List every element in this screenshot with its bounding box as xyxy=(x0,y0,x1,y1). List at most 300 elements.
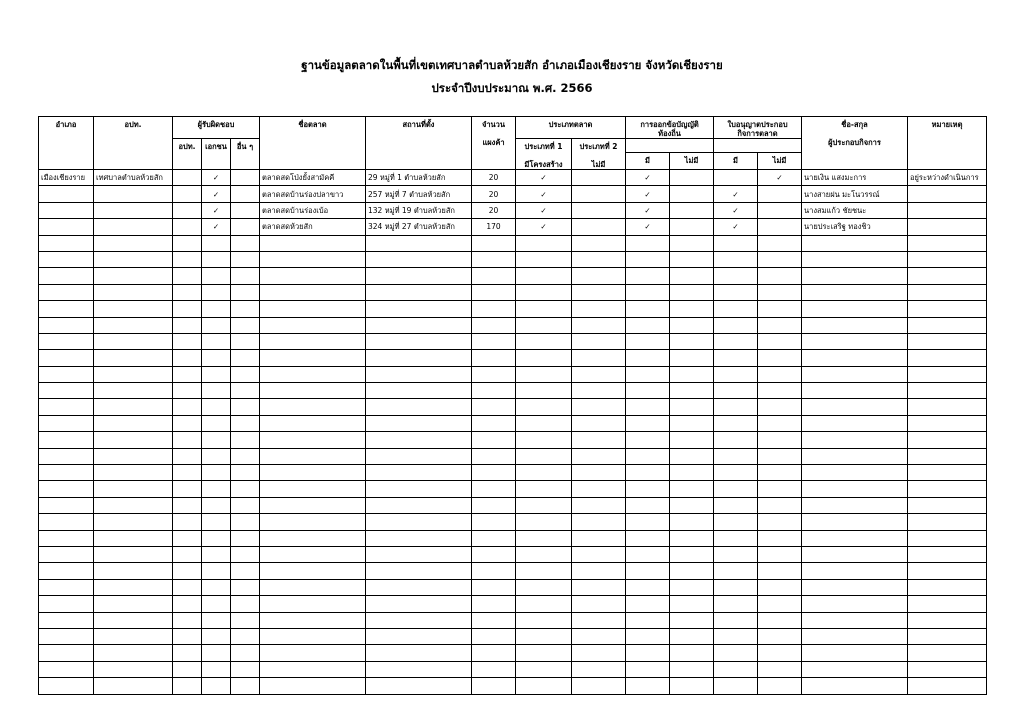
cell-resp-other xyxy=(231,628,260,644)
cell-opt xyxy=(94,383,173,399)
cell-amphoe xyxy=(39,219,94,235)
cell-type1 xyxy=(516,563,572,579)
cell-resp-private xyxy=(202,514,231,530)
cell-resp-private: ✓ xyxy=(202,170,231,186)
cell-license-no xyxy=(758,219,802,235)
cell-resp-opt xyxy=(173,284,202,300)
cell-license-no xyxy=(758,284,802,300)
cell-market-name xyxy=(260,317,366,333)
cell-operator xyxy=(802,366,908,382)
cell-bylaw-yes xyxy=(626,333,670,349)
cell-stalls xyxy=(472,284,516,300)
cell-market-name xyxy=(260,284,366,300)
cell-location xyxy=(366,678,472,694)
cell-location xyxy=(366,235,472,251)
cell-stalls xyxy=(472,481,516,497)
cell-resp-private xyxy=(202,628,231,644)
cell-license-yes xyxy=(714,432,758,448)
cell-type2 xyxy=(572,383,626,399)
cell-opt xyxy=(94,301,173,317)
cell-bylaw-no xyxy=(670,170,714,186)
cell-type1 xyxy=(516,579,572,595)
cell-bylaw-no xyxy=(670,186,714,202)
cell-resp-other xyxy=(231,170,260,186)
cell-license-yes xyxy=(714,317,758,333)
cell-opt xyxy=(94,202,173,218)
cell-location xyxy=(366,383,472,399)
cell-resp-private xyxy=(202,251,231,267)
cell-resp-other xyxy=(231,497,260,513)
cell-bylaw-yes xyxy=(626,268,670,284)
cell-license-yes xyxy=(714,514,758,530)
cell-resp-opt xyxy=(173,170,202,186)
cell-resp-private xyxy=(202,661,231,677)
cell-license-no xyxy=(758,579,802,595)
cell-market-name xyxy=(260,333,366,349)
empty-table-row xyxy=(39,612,987,628)
empty-table-row xyxy=(39,448,987,464)
cell-bylaw-yes: ✓ xyxy=(626,186,670,202)
cell-type1 xyxy=(516,661,572,677)
empty-table-row xyxy=(39,596,987,612)
cell-opt xyxy=(94,514,173,530)
empty-table-row xyxy=(39,530,987,546)
cell-operator xyxy=(802,317,908,333)
cell-location xyxy=(366,317,472,333)
cell-opt xyxy=(94,186,173,202)
cell-stalls xyxy=(472,415,516,431)
cell-type1: ✓ xyxy=(516,202,572,218)
cell-license-yes xyxy=(714,563,758,579)
cell-license-no xyxy=(758,268,802,284)
cell-opt xyxy=(94,317,173,333)
cell-type1 xyxy=(516,415,572,431)
cell-resp-private: ✓ xyxy=(202,219,231,235)
cell-license-yes: ✓ xyxy=(714,186,758,202)
header-type2-line1: ประเภทที่ 2 xyxy=(579,142,618,151)
cell-location xyxy=(366,366,472,382)
cell-type2 xyxy=(572,661,626,677)
cell-license-no xyxy=(758,235,802,251)
cell-resp-opt xyxy=(173,383,202,399)
cell-remark xyxy=(908,628,987,644)
cell-license-no xyxy=(758,333,802,349)
page-title: ฐานข้อมูลตลาดในพื้นที่เขตเทศบาลตำบลห้วยสัก อำเภอเมืองเชียงราย จังหวัดเชียงราย xyxy=(301,58,723,72)
cell-stalls xyxy=(472,678,516,694)
cell-market-name xyxy=(260,481,366,497)
cell-license-no xyxy=(758,465,802,481)
cell-resp-other xyxy=(231,399,260,415)
cell-stalls xyxy=(472,235,516,251)
cell-opt xyxy=(94,628,173,644)
cell-opt xyxy=(94,596,173,612)
empty-table-row xyxy=(39,399,987,415)
cell-bylaw-no xyxy=(670,481,714,497)
cell-remark xyxy=(908,301,987,317)
cell-operator xyxy=(802,465,908,481)
header-location: สถานที่ตั้ง xyxy=(366,117,472,170)
cell-resp-other xyxy=(231,219,260,235)
cell-resp-opt xyxy=(173,546,202,562)
cell-type2 xyxy=(572,497,626,513)
cell-license-yes xyxy=(714,366,758,382)
cell-market-name xyxy=(260,268,366,284)
cell-type1 xyxy=(516,546,572,562)
cell-location xyxy=(366,596,472,612)
empty-table-row xyxy=(39,235,987,251)
cell-stalls xyxy=(472,251,516,267)
cell-license-no xyxy=(758,432,802,448)
cell-stalls: 20 xyxy=(472,202,516,218)
cell-bylaw-yes xyxy=(626,579,670,595)
cell-resp-opt xyxy=(173,202,202,218)
cell-amphoe xyxy=(39,465,94,481)
cell-bylaw-yes xyxy=(626,301,670,317)
cell-amphoe xyxy=(39,415,94,431)
cell-resp-opt xyxy=(173,678,202,694)
cell-bylaw-yes xyxy=(626,530,670,546)
cell-location xyxy=(366,399,472,415)
table-row xyxy=(39,186,987,202)
cell-market-name xyxy=(260,579,366,595)
cell-resp-private xyxy=(202,268,231,284)
cell-remark xyxy=(908,645,987,661)
cell-bylaw-yes xyxy=(626,399,670,415)
header-stalls-line2: แผงค้า xyxy=(482,138,505,147)
cell-license-no xyxy=(758,596,802,612)
cell-type2 xyxy=(572,186,626,202)
header-type2-line2: ไม่มี xyxy=(591,160,606,169)
cell-remark xyxy=(908,481,987,497)
cell-amphoe xyxy=(39,546,94,562)
empty-table-row xyxy=(39,546,987,562)
table-body xyxy=(39,170,987,695)
cell-resp-private xyxy=(202,448,231,464)
cell-license-no xyxy=(758,497,802,513)
cell-amphoe xyxy=(39,333,94,349)
cell-stalls xyxy=(472,301,516,317)
header-bylaw-spacer xyxy=(626,139,714,153)
cell-license-yes: ✓ xyxy=(714,202,758,218)
cell-opt xyxy=(94,645,173,661)
cell-type1 xyxy=(516,268,572,284)
cell-location: 29 หมู่ที่ 1 ตำบลห้วยสัก xyxy=(366,170,472,186)
cell-resp-other xyxy=(231,251,260,267)
cell-license-yes xyxy=(714,579,758,595)
cell-opt xyxy=(94,366,173,382)
cell-operator: นายเงิน แสงมะการ xyxy=(802,170,908,186)
cell-operator: นางสมแก้ว ชัยชนะ xyxy=(802,202,908,218)
cell-type1 xyxy=(516,333,572,349)
cell-resp-opt xyxy=(173,432,202,448)
empty-table-row xyxy=(39,497,987,513)
cell-license-no: ✓ xyxy=(758,170,802,186)
cell-stalls xyxy=(472,350,516,366)
cell-market-name xyxy=(260,432,366,448)
cell-license-yes xyxy=(714,596,758,612)
cell-type2 xyxy=(572,481,626,497)
cell-resp-opt xyxy=(173,186,202,202)
cell-resp-other xyxy=(231,596,260,612)
cell-stalls xyxy=(472,628,516,644)
cell-type2 xyxy=(572,170,626,186)
cell-type2 xyxy=(572,628,626,644)
empty-table-row xyxy=(39,317,987,333)
cell-remark xyxy=(908,350,987,366)
cell-location xyxy=(366,350,472,366)
cell-opt: เทศบาลตำบลห้วยสัก xyxy=(94,170,173,186)
header-bylaw-line2: ท้องถิ่น xyxy=(658,129,681,138)
cell-type1 xyxy=(516,612,572,628)
cell-bylaw-no xyxy=(670,317,714,333)
cell-bylaw-no xyxy=(670,596,714,612)
cell-bylaw-yes xyxy=(626,251,670,267)
cell-license-no xyxy=(758,628,802,644)
cell-market-name: ตลาดสดบ้านร่องเบ้อ xyxy=(260,202,366,218)
cell-remark xyxy=(908,202,987,218)
cell-license-yes: ✓ xyxy=(714,219,758,235)
header-operator xyxy=(802,117,908,170)
cell-bylaw-no xyxy=(670,645,714,661)
cell-bylaw-no xyxy=(670,514,714,530)
cell-license-yes xyxy=(714,251,758,267)
cell-remark xyxy=(908,448,987,464)
cell-type1 xyxy=(516,481,572,497)
empty-table-row xyxy=(39,432,987,448)
empty-table-row xyxy=(39,563,987,579)
cell-resp-other xyxy=(231,186,260,202)
header-type1-line1: ประเภทที่ 1 xyxy=(524,142,563,151)
cell-bylaw-no xyxy=(670,563,714,579)
cell-stalls: 20 xyxy=(472,186,516,202)
cell-market-name: ตลาดสดบ้านร่องปลาขาว xyxy=(260,186,366,202)
cell-operator xyxy=(802,514,908,530)
cell-operator xyxy=(802,399,908,415)
cell-market-name xyxy=(260,366,366,382)
empty-table-row xyxy=(39,415,987,431)
header-amphoe: อำเภอ xyxy=(39,117,94,170)
cell-license-yes xyxy=(714,284,758,300)
cell-type1 xyxy=(516,678,572,694)
header-type1 xyxy=(516,139,572,170)
cell-operator xyxy=(802,284,908,300)
cell-amphoe xyxy=(39,481,94,497)
cell-remark xyxy=(908,399,987,415)
cell-amphoe xyxy=(39,661,94,677)
header-resp-other: อื่น ๆ xyxy=(231,139,260,170)
empty-table-row xyxy=(39,678,987,694)
cell-type2 xyxy=(572,399,626,415)
cell-bylaw-yes xyxy=(626,383,670,399)
cell-opt xyxy=(94,333,173,349)
cell-resp-private xyxy=(202,399,231,415)
cell-amphoe xyxy=(39,383,94,399)
header-opt: อปท. xyxy=(94,117,173,170)
empty-table-row xyxy=(39,301,987,317)
cell-license-yes xyxy=(714,235,758,251)
header-type1-line2: มีโครงสร้าง xyxy=(524,160,563,169)
header-stalls xyxy=(472,117,516,170)
cell-license-yes xyxy=(714,415,758,431)
cell-operator xyxy=(802,661,908,677)
cell-opt xyxy=(94,661,173,677)
cell-resp-other xyxy=(231,366,260,382)
cell-stalls: 170 xyxy=(472,219,516,235)
header-stalls-line1: จำนวน xyxy=(481,120,506,129)
cell-type1 xyxy=(516,448,572,464)
header-market-type: ประเภทตลาด xyxy=(516,117,626,139)
cell-resp-opt xyxy=(173,415,202,431)
cell-type2 xyxy=(572,317,626,333)
header-type2 xyxy=(572,139,626,170)
empty-table-row xyxy=(39,333,987,349)
cell-type2 xyxy=(572,563,626,579)
cell-resp-other xyxy=(231,350,260,366)
cell-market-name xyxy=(260,546,366,562)
cell-bylaw-no xyxy=(670,661,714,677)
cell-amphoe xyxy=(39,448,94,464)
cell-license-yes xyxy=(714,481,758,497)
cell-type2 xyxy=(572,333,626,349)
cell-type2 xyxy=(572,432,626,448)
cell-bylaw-yes: ✓ xyxy=(626,219,670,235)
cell-resp-private: ✓ xyxy=(202,202,231,218)
cell-type2 xyxy=(572,546,626,562)
cell-stalls xyxy=(472,546,516,562)
cell-location xyxy=(366,301,472,317)
cell-license-yes xyxy=(714,497,758,513)
cell-type2 xyxy=(572,235,626,251)
cell-resp-private xyxy=(202,596,231,612)
cell-bylaw-no xyxy=(670,383,714,399)
cell-stalls xyxy=(472,366,516,382)
cell-resp-opt xyxy=(173,235,202,251)
cell-bylaw-no xyxy=(670,268,714,284)
cell-amphoe xyxy=(39,514,94,530)
cell-license-yes xyxy=(714,448,758,464)
table-header xyxy=(39,117,987,170)
cell-bylaw-no xyxy=(670,366,714,382)
cell-type1 xyxy=(516,645,572,661)
header-license-yes: มี xyxy=(714,153,758,170)
cell-type1 xyxy=(516,284,572,300)
cell-location xyxy=(366,251,472,267)
cell-resp-private xyxy=(202,415,231,431)
cell-remark xyxy=(908,596,987,612)
cell-location xyxy=(366,546,472,562)
header-license-spacer xyxy=(714,139,802,153)
cell-bylaw-no xyxy=(670,678,714,694)
cell-location xyxy=(366,661,472,677)
cell-stalls xyxy=(472,497,516,513)
cell-resp-opt xyxy=(173,530,202,546)
cell-market-name: ตลาดสดโป่งยั้งสามัคคี xyxy=(260,170,366,186)
cell-resp-private xyxy=(202,350,231,366)
cell-bylaw-yes xyxy=(626,448,670,464)
cell-stalls xyxy=(472,612,516,628)
cell-type1 xyxy=(516,497,572,513)
cell-resp-other xyxy=(231,448,260,464)
cell-type1 xyxy=(516,432,572,448)
cell-license-no xyxy=(758,645,802,661)
cell-market-name xyxy=(260,415,366,431)
cell-resp-private xyxy=(202,678,231,694)
cell-operator xyxy=(802,530,908,546)
cell-operator xyxy=(802,481,908,497)
cell-remark xyxy=(908,251,987,267)
cell-location xyxy=(366,497,472,513)
cell-license-no xyxy=(758,186,802,202)
cell-bylaw-yes xyxy=(626,514,670,530)
cell-license-yes xyxy=(714,612,758,628)
cell-market-name xyxy=(260,661,366,677)
cell-bylaw-yes xyxy=(626,366,670,382)
cell-market-name: ตลาดสดห้วยสัก xyxy=(260,219,366,235)
cell-operator xyxy=(802,383,908,399)
cell-license-yes xyxy=(714,628,758,644)
empty-table-row xyxy=(39,284,987,300)
cell-bylaw-no xyxy=(670,399,714,415)
cell-market-name xyxy=(260,645,366,661)
cell-operator xyxy=(802,612,908,628)
cell-opt xyxy=(94,284,173,300)
cell-remark xyxy=(908,268,987,284)
cell-opt xyxy=(94,268,173,284)
cell-license-yes xyxy=(714,333,758,349)
cell-amphoe xyxy=(39,530,94,546)
cell-resp-private xyxy=(202,366,231,382)
cell-market-name xyxy=(260,628,366,644)
cell-amphoe xyxy=(39,301,94,317)
cell-bylaw-no xyxy=(670,628,714,644)
cell-resp-private xyxy=(202,497,231,513)
cell-type2 xyxy=(572,301,626,317)
cell-license-yes xyxy=(714,546,758,562)
cell-location xyxy=(366,530,472,546)
cell-operator xyxy=(802,301,908,317)
cell-bylaw-no xyxy=(670,612,714,628)
cell-market-name xyxy=(260,350,366,366)
cell-type1: ✓ xyxy=(516,219,572,235)
cell-remark xyxy=(908,563,987,579)
cell-license-no xyxy=(758,661,802,677)
cell-resp-opt xyxy=(173,514,202,530)
cell-location xyxy=(366,284,472,300)
cell-resp-private xyxy=(202,333,231,349)
cell-bylaw-no xyxy=(670,465,714,481)
cell-amphoe xyxy=(39,251,94,267)
cell-resp-private: ✓ xyxy=(202,186,231,202)
cell-resp-other xyxy=(231,514,260,530)
cell-bylaw-no xyxy=(670,235,714,251)
cell-operator xyxy=(802,628,908,644)
cell-resp-private xyxy=(202,530,231,546)
cell-bylaw-yes xyxy=(626,596,670,612)
cell-type2 xyxy=(572,579,626,595)
cell-license-no xyxy=(758,678,802,694)
cell-operator xyxy=(802,563,908,579)
cell-bylaw-no xyxy=(670,251,714,267)
cell-amphoe xyxy=(39,284,94,300)
cell-bylaw-no xyxy=(670,497,714,513)
cell-license-yes xyxy=(714,301,758,317)
cell-amphoe xyxy=(39,399,94,415)
cell-license-no xyxy=(758,251,802,267)
cell-opt xyxy=(94,219,173,235)
cell-location xyxy=(366,432,472,448)
cell-resp-other xyxy=(231,465,260,481)
cell-remark xyxy=(908,612,987,628)
